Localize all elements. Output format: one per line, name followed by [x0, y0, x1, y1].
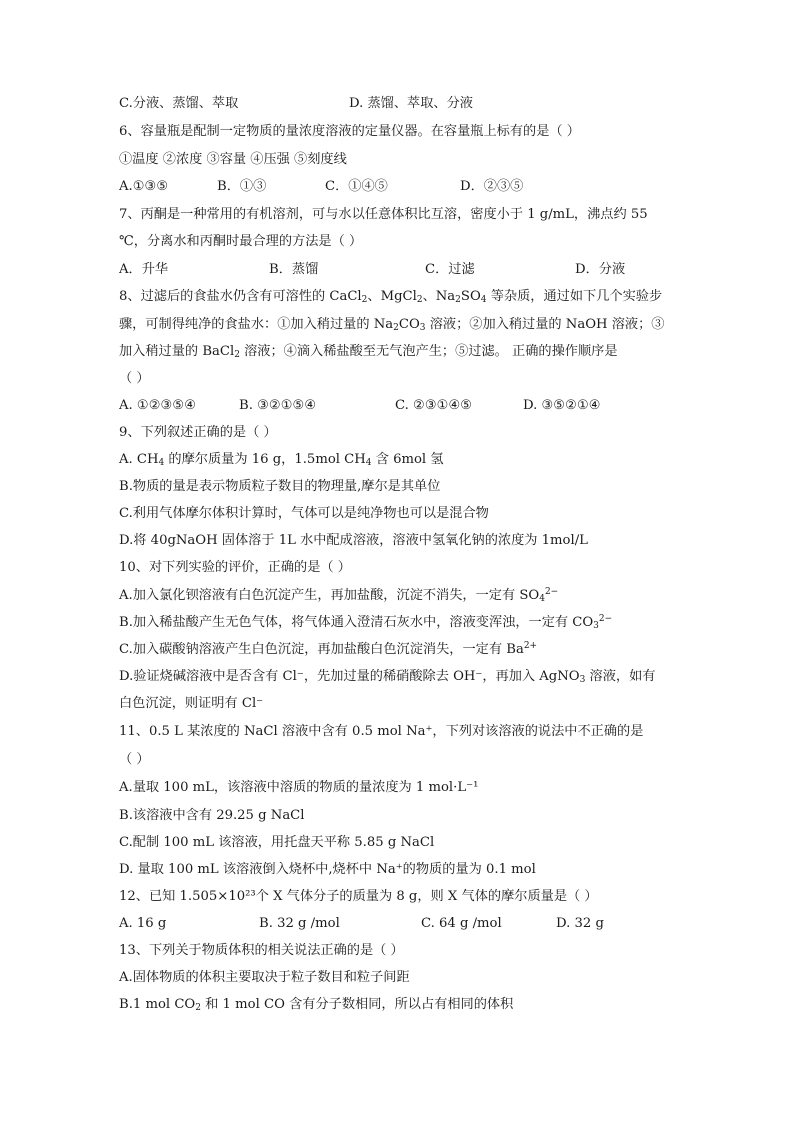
q12-option-d: D. 32 g [556, 916, 604, 931]
q13-stem: 13、下列关于物质体积的相关说法正确的是（ ） [119, 943, 404, 958]
q12-option-c: C. 64 g /mol [421, 916, 502, 931]
q8-stem-line2: 骤，可制得纯净的食盐水：①加入稍过量的 $Na_2CO_3$ 溶液；②加入稍过量的 NaOH 溶液；③ [119, 317, 665, 333]
q13-option-b: B.1 mol $CO_2$ 和 1 mol CO 含有分子数相同，所以占有相同的体积 [119, 997, 514, 1013]
q6-items: ①温度 ②浓度 ③容量 ④压强 ⑤刻度线 [119, 152, 347, 167]
q10-option-b: B.加入稀盐酸产生无色气体，将气体通入澄清石灰水中，溶液变浑浊，一定有 $CO_3^{2-}$ [119, 614, 613, 631]
q12-stem: 12、已知 1.505×10²³个 X 气体分子的质量为 8 g，则 X 气体的摩尔质量是（ ） [119, 889, 598, 904]
q6-option-d: D．②③⑤ [460, 179, 524, 194]
q7-option-c: C．过滤 [425, 262, 475, 277]
q11-option-c: C.配制 100 mL 该溶液，用托盘天平称 5.85 g NaCl [119, 835, 435, 850]
q9-stem: 9、下列叙述正确的是（ ） [119, 425, 277, 440]
q5-option-d: D. 蒸馏、萃取、分液 [349, 96, 473, 111]
q6-option-c: C．①④⑤ [325, 179, 388, 194]
q8-stem-line1: 8、过滤后的食盐水仍含有可溶性的 CaCl$_2$、MgCl$_2$、$Na_2SO_4$ 等杂质，通过如下几个实验步 [119, 289, 663, 305]
q8-stem-line4: （ ） [119, 371, 150, 386]
q9-option-d: D.将 40gNaOH 固体溶于 1L 水中配成溶液，溶液中氢氧化钠的浓度为 1mol/L [119, 533, 588, 548]
q8-stem-line3: 加入稍过量的 BaCl$_2$ 溶液；④滴入稀盐酸至无气泡产生；⑤过滤。 正确的操作顺序是 [119, 344, 618, 360]
q9-option-b: B.物质的量是表示物质粒子数目的物理量,摩尔是其单位 [119, 479, 441, 494]
q10-option-a: A.加入氯化钡溶液有白色沉淀产生，再加盐酸，沉淀不消失，一定有 $SO_4^{2-}$ [119, 587, 559, 604]
q6-stem: 6、容量瓶是配制一定物质的量浓度溶液的定量仪器。在容量瓶上标有的是（ ） [119, 124, 580, 139]
q12-option-b: B. 32 g /mol [259, 916, 340, 931]
q8-option-b: B. ③②①⑤④ [239, 398, 317, 413]
q11-option-d: D. 量取 100 mL 该溶液倒入烧杯中,烧杯中 Na⁺的物质的量为 0.1 mol [119, 862, 536, 877]
q12-option-a: A. 16 g [119, 916, 167, 931]
q9-option-a: A. $CH_4$ 的摩尔质量为 16 g，1.5mol $CH_4$ 含 6mol 氢 [119, 452, 444, 468]
q7-stem-line1: 7、丙酮是一种常用的有机溶剂，可与水以任意体积比互溶，密度小于 1 g/mL，沸点约 55 [119, 207, 648, 222]
q6-option-a: A.①③⑤ [119, 179, 169, 194]
q7-option-a: A．升华 [119, 262, 169, 277]
q10-stem: 10、对下列实验的评价，正确的是（ ） [119, 560, 351, 575]
q7-option-b: B．蒸馏 [269, 262, 319, 277]
q11-option-b: B.该溶液中含有 29.25 g NaCl [119, 808, 305, 823]
q11-stem-line1: 11、0.5 L 某浓度的 NaCl 溶液中含有 0.5 mol Na⁺，下列对该溶液的说法中不正确的是 [119, 724, 644, 739]
q7-option-d: D．分液 [575, 262, 626, 277]
q10-option-d-line2: 白色沉淀，则证明有 Cl⁻ [119, 696, 264, 711]
q7-stem-line2: ℃，分离水和丙酮时最合理的方法是（ ） [119, 234, 363, 249]
q11-option-a: A.量取 100 mL，该溶液中溶质的物质的量浓度为 1 mol·L⁻¹ [119, 780, 479, 795]
q6-option-b: B．①③ [217, 179, 267, 194]
q8-option-c: C. ②③①④⑤ [395, 398, 473, 413]
q10-option-d-line1: D.验证烧碱溶液中是否含有 Cl⁻，先加过量的稀硝酸除去 OH⁻，再加入 AgNO$_3$ 溶液，如有 [119, 669, 656, 685]
q8-option-d: D. ③⑤②①④ [523, 398, 601, 413]
q13-option-a: A.固体物质的体积主要取决于粒子数目和粒子间距 [119, 970, 410, 985]
q5-option-c: C.分液、蒸馏、萃取 [119, 96, 239, 111]
q8-option-a: A. ①②③⑤④ [119, 398, 197, 413]
q11-stem-line2: （ ） [119, 752, 150, 767]
q9-option-c: C.利用气体摩尔体积计算时，气体可以是纯净物也可以是混合物 [119, 506, 489, 521]
q10-option-c: C.加入碳酸钠溶液产生白色沉淀，再加盐酸白色沉淀消失，一定有 $Ba^{2+}$ [119, 641, 538, 657]
